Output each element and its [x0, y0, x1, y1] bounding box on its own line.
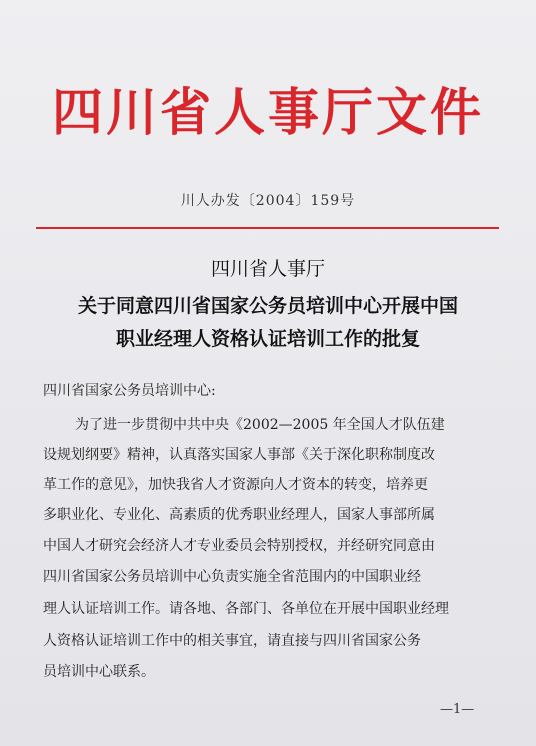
red-divider-line — [36, 227, 499, 229]
body-line: 员培训中心联系。 — [43, 664, 155, 680]
body-line: 革工作的意见》，加快我省人才资源向人才资本的转变，培养更 — [43, 477, 428, 493]
title-line-issuer: 四川省人事厅 — [210, 258, 325, 280]
body-line: 人资格认证培训工作中的相关事宜，请直接与四川省国家公务 — [43, 633, 421, 649]
body-line: 理人认证培训工作。请各地、各部门、各单位在开展中国职业经理 — [43, 601, 449, 617]
body-line: 中国人才研究会经济人才专业委员会特别授权，并经研究同意由 — [43, 538, 435, 554]
document-number: 川人办发〔2004〕159号 — [180, 193, 356, 209]
body-line: 为了进一步贯彻中共中央《2002—2005 年全国人才队伍建 — [75, 417, 445, 433]
body-line: 四川省国家公务员培训中心负责实施全省范围内的中国职业经 — [43, 569, 421, 585]
title-line-subject-1: 关于同意四川省国家公务员培训中心开展中国 — [77, 295, 458, 317]
body-line: 设规划纲要》精神，认真落实国家人事部《关于深化职称制度改 — [43, 447, 435, 463]
title-line-subject-2: 职业经理人资格认证培训工作的批复 — [115, 328, 420, 350]
body-line: 多职业化、专业化、高素质的优秀职业经理人，国家人事部所属 — [43, 507, 435, 523]
page-number: —1— — [440, 702, 475, 717]
salutation: 四川省国家公务员培训中心: — [43, 383, 216, 399]
document-masthead: 四川省人事厅文件 — [51, 83, 484, 143]
